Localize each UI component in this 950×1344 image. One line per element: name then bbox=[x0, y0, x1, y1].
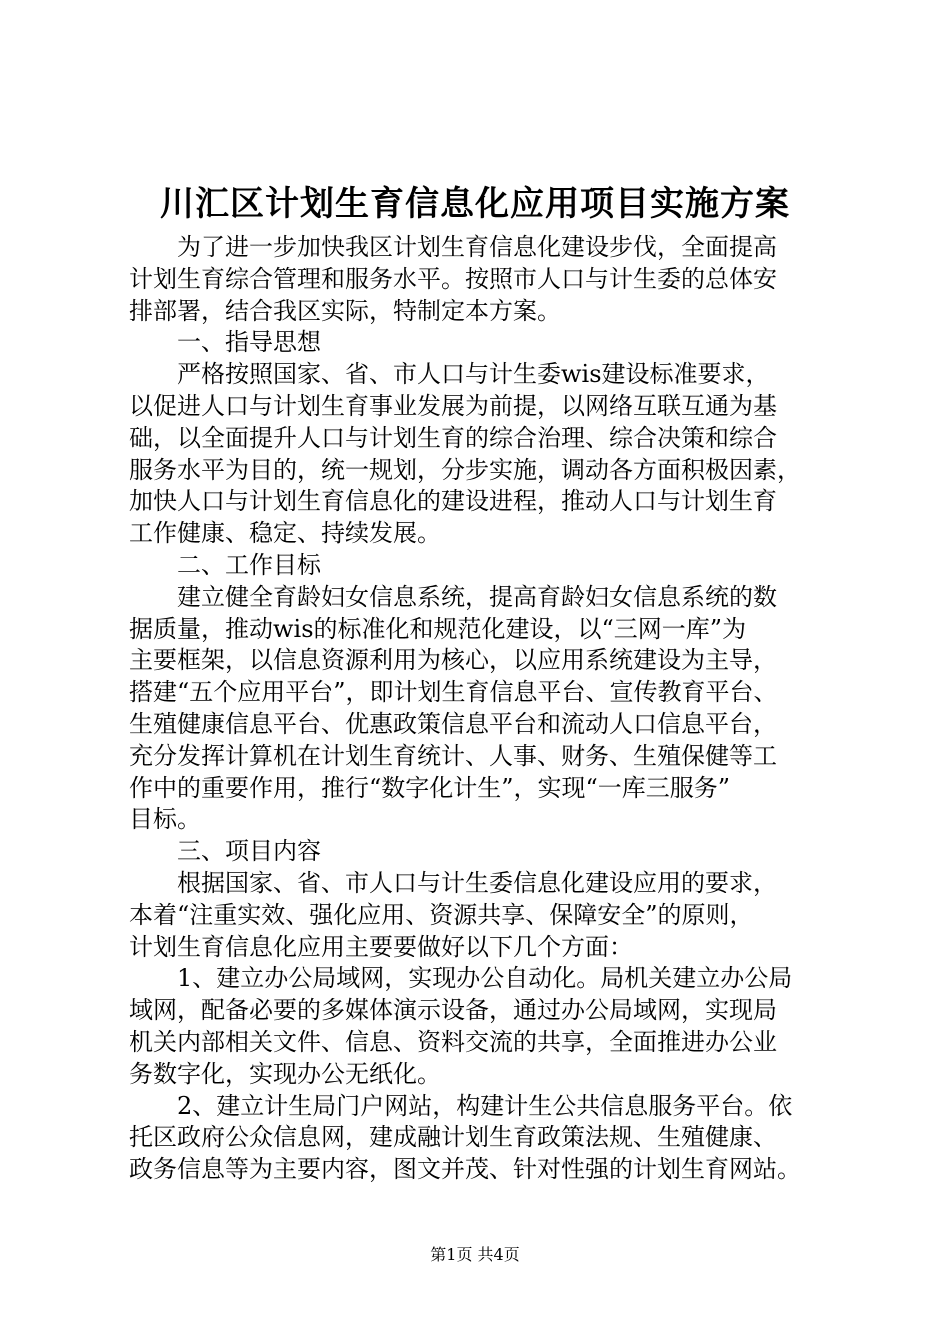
paragraph-line: 排部署，结合我区实际，特制定本方案。 bbox=[129, 296, 561, 325]
paragraph-line: 计划生育信息化应用主要要做好以下几个方面： bbox=[129, 932, 633, 961]
paragraph-line: 为了进一步加快我区计划生育信息化建设步伐，全面提高 bbox=[177, 233, 777, 261]
paragraph-line: 本着“注重实效、强化应用、资源共享、保障安全”的原则， bbox=[129, 900, 754, 929]
paragraph-line: 以促进人口与计划生育事业发展为前提，以网络互联互通为基 bbox=[129, 391, 777, 420]
section-heading: 二、工作目标 bbox=[177, 550, 321, 579]
document-body bbox=[129, 232, 855, 1186]
paragraph-line: 据质量，推动wis的标准化和规范化建设，以“三网一库”为 bbox=[129, 614, 747, 643]
paragraph-line: 计划生育综合管理和服务水平。按照市人口与计生委的总体安 bbox=[129, 264, 777, 293]
paragraph-line: 根据国家、省、市人口与计生委信息化建设应用的要求， bbox=[177, 868, 777, 897]
paragraph-line: 严格按照国家、省、市人口与计生委wis建设标准要求， bbox=[177, 360, 770, 389]
document-title: 川汇区计划生育信息化应用项目实施方案 bbox=[160, 184, 790, 224]
page-number-footer: 第1页 共4页 bbox=[430, 1245, 520, 1264]
numbered-item-line: 1、建立办公局域网，实现办公自动化。局机关建立办公局 bbox=[177, 964, 793, 993]
paragraph-line: 域网，配备必要的多媒体演示设备，通过办公局域网，实现局 bbox=[129, 996, 777, 1025]
paragraph-line: 础，以全面提升人口与计划生育的综合治理、综合决策和综合 bbox=[129, 423, 777, 452]
paragraph-line: 托区政府公众信息网，建成融计划生育政策法规、生殖健康、 bbox=[129, 1123, 777, 1152]
paragraph-line: 政务信息等为主要内容，图文并茂、针对性强的计划生育网站。 bbox=[129, 1155, 801, 1184]
paragraph-line: 作中的重要作用，推行“数字化计生”，实现“一库三服务” bbox=[129, 773, 731, 802]
paragraph-line: 目标。 bbox=[129, 805, 201, 834]
paragraph-line: 主要框架，以信息资源利用为核心，以应用系统建设为主导， bbox=[129, 646, 777, 675]
paragraph-line: 建立健全育龄妇女信息系统，提高育龄妇女信息系统的数 bbox=[177, 582, 777, 611]
paragraph-line: 工作健康、稳定、持续发展。 bbox=[129, 519, 441, 548]
paragraph-line: 充分发挥计算机在计划生育统计、人事、财务、生殖保健等工 bbox=[129, 741, 777, 770]
numbered-item-line: 2、建立计生局门户网站，构建计生公共信息服务平台。依 bbox=[177, 1091, 793, 1120]
paragraph-line: 机关内部相关文件、信息、资料交流的共享，全面推进办公业 bbox=[129, 1027, 777, 1056]
paragraph-line: 搭建“五个应用平台”，即计划生育信息平台、宣传教育平台、 bbox=[129, 678, 778, 707]
paragraph-line: 生殖健康信息平台、优惠政策信息平台和流动人口信息平台， bbox=[129, 709, 777, 738]
paragraph-line: 加快人口与计划生育信息化的建设进程，推动人口与计划生育 bbox=[129, 487, 777, 516]
section-heading: 三、项目内容 bbox=[177, 837, 321, 866]
paragraph-line: 服务水平为目的，统一规划，分步实施，调动各方面积极因素， bbox=[129, 455, 801, 484]
paragraph-line: 务数字化，实现办公无纸化。 bbox=[129, 1059, 441, 1088]
section-heading: 一、指导思想 bbox=[177, 328, 321, 357]
